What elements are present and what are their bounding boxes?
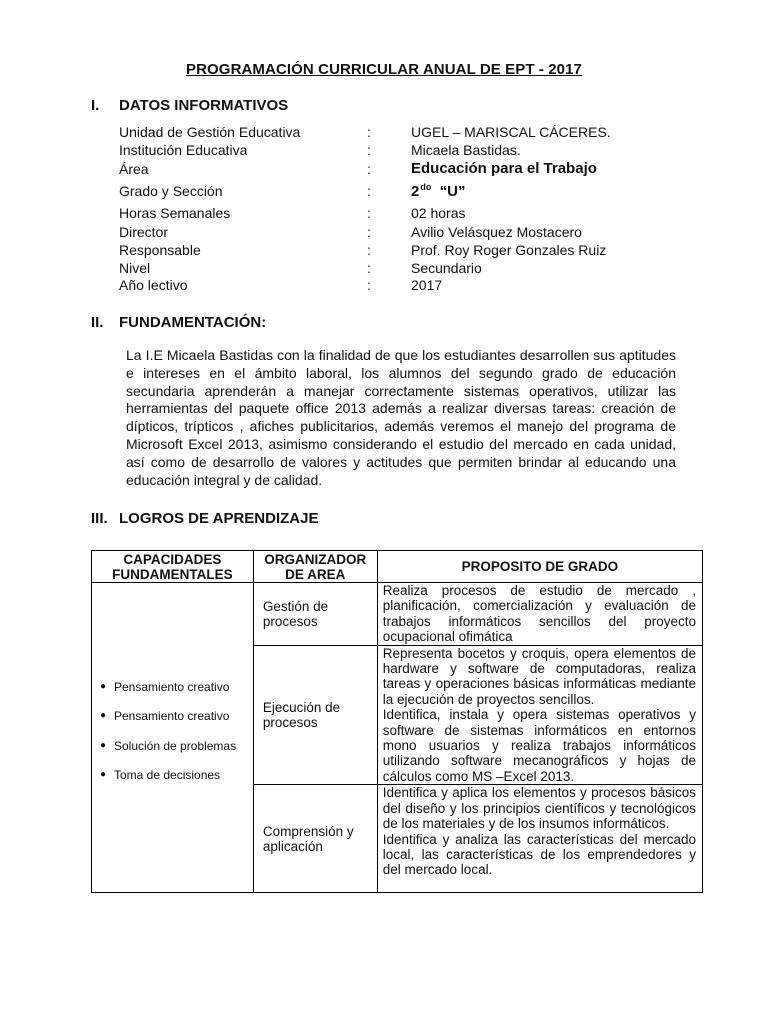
bullet-icon: ● [100, 680, 107, 692]
info-row [119, 277, 739, 295]
section-heading-logros [91, 510, 318, 527]
section-number: III. [91, 510, 108, 527]
info-colon: : [367, 224, 371, 240]
info-row [119, 124, 739, 142]
info-value: Micaela Bastidas. [411, 142, 521, 158]
proposito-text: Identifica y aplica los elementos y procesos básicos del diseño y los principios científicos y tecnológicos de los materiales y de los insumos informáticos. [382, 785, 696, 832]
info-colon: : [367, 161, 371, 177]
capacidad-label: Pensamiento creativo [114, 679, 230, 694]
info-label: Horas Semanales [119, 205, 231, 221]
info-label: Unidad de Gestión Educativa [119, 124, 301, 140]
grado-number: 2 [411, 183, 420, 200]
info-label: Responsable [119, 242, 201, 258]
proposito-text: Identifica y analiza las características del mercado local, las características de los emprendedores y del mercado local. [382, 831, 696, 878]
info-value: Prof. Roy Roger Gonzales Ruiz [411, 242, 607, 258]
proposito-text: Identifica, instala y opera sistemas operativos y software de sistemas informáticos en entornos mono usuarios y realiza trabajos informáticos utilizando software mecanográficos y hojas de cálculos como MS –Excel 2013. [382, 707, 696, 784]
organizador-cell: Comprensión y aplicación [253, 785, 377, 893]
seccion-value: “U” [431, 183, 466, 200]
list-item [100, 708, 253, 738]
capacidad-label: Toma de decisiones [114, 768, 221, 783]
info-row [119, 242, 739, 260]
info-label: Año lectivo [119, 277, 188, 293]
list-item [100, 679, 253, 709]
info-label: Área [119, 161, 149, 177]
section-label: FUNDAMENTACIÓN: [119, 314, 267, 331]
section-label: DATOS INFORMATIVOS [119, 97, 289, 114]
capacidad-label: Solución de problemas [114, 738, 237, 753]
document-title: PROGRAMACIÓN CURRICULAR ANUAL DE EPT - 2017 [186, 61, 582, 78]
section-number: I. [91, 97, 100, 114]
info-row [119, 205, 739, 223]
info-value-grado [411, 182, 466, 200]
info-value: Educación para el Trabajo [411, 160, 597, 177]
section-heading-datos [91, 97, 288, 114]
proposito-cell [377, 583, 702, 646]
section-label: LOGROS DE APRENDIZAJE [119, 510, 319, 527]
info-row [119, 142, 739, 160]
info-label: Nivel [119, 260, 151, 276]
info-label: Institución Educativa [119, 142, 248, 158]
info-label: Grado y Sección [119, 183, 223, 199]
table-header-row [92, 551, 703, 583]
bullet-icon: ● [100, 769, 107, 781]
capacidades-cell [92, 583, 254, 893]
header-proposito: PROPOSITO DE GRADO [377, 551, 702, 583]
fundamentacion-paragraph: La I.E Micaela Bastidas con la finalidad de que los estudiantes desarrollen sus aptitudes e intereses en el ámbito laboral, los alumnos del segundo grado de educación secundaria aprenderán a manejar correctamente sistemas operativos, utilizar las herramientas del paquete office 2013 además a realizar diversas tareas: creación de dípticos, trípticos , afiches publicitarios, además veremos el manejo del programa de Microsoft Excel 2013, asimismo considerando el estudio del mercado en cada unidad, así como de desarrollo de valores y actitudes que permiten brindar al educando una educación integral y de calidad. [126, 347, 676, 488]
proposito-cell [377, 785, 702, 893]
info-colon: : [367, 277, 371, 293]
info-value: 2017 [411, 277, 443, 293]
list-item [100, 767, 253, 797]
info-row [119, 224, 739, 242]
capacidad-label: Pensamiento creativo [114, 709, 230, 724]
organizador-cell: Ejecución de procesos [253, 645, 377, 785]
info-colon: : [367, 260, 371, 276]
bullet-icon: ● [100, 710, 107, 722]
proposito-cell [377, 645, 702, 785]
logros-table [91, 550, 703, 893]
info-colon: : [367, 205, 371, 221]
info-value: Avilio Velásquez Mostacero [411, 224, 582, 240]
info-colon: : [367, 142, 371, 158]
grado-superscript: do [420, 182, 432, 192]
info-row [119, 161, 739, 179]
section-number: II. [91, 314, 104, 331]
proposito-text: Representa bocetos y croquis, opera elementos de hardware y software de computadoras, realiza tareas y operaciones básicas informáticas mediante la ejecución de proyectos sencillos. [382, 645, 696, 707]
info-label: Director [119, 224, 169, 240]
info-colon: : [367, 124, 371, 140]
info-value: 02 horas [411, 205, 466, 221]
proposito-text: Realiza procesos de estudio de mercado , planificación, comercialización y evaluación de trabajos informáticos sencillos del proyecto ocupacional ofimática [382, 583, 696, 645]
info-value: UGEL – MARISCAL CÁCERES. [411, 124, 611, 140]
capacidades-list [92, 679, 253, 797]
section-heading-fundamentacion [91, 314, 266, 331]
organizador-cell: Gestión de procesos [253, 583, 377, 646]
info-row [119, 260, 739, 278]
header-organizador: ORGANIZADOR DE AREA [253, 551, 377, 583]
bullet-icon: ● [100, 739, 107, 751]
info-colon: : [367, 183, 371, 199]
info-colon: : [367, 242, 371, 258]
header-capacidades: CAPACIDADES FUNDAMENTALES [92, 551, 254, 583]
info-value: Secundario [411, 260, 482, 276]
table-row [92, 583, 703, 646]
list-item [100, 738, 253, 768]
info-row [119, 183, 739, 201]
